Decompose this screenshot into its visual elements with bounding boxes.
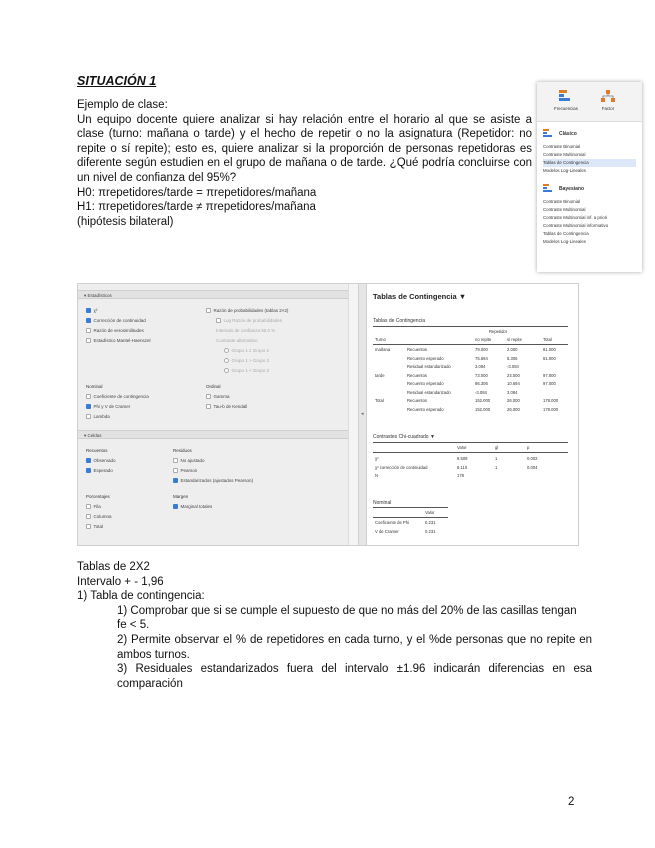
classic-group-title: Clásico <box>543 129 636 139</box>
table-cell: 97.000 <box>543 381 556 386</box>
table-cell: N <box>375 473 379 478</box>
table-cell: 73.000 <box>475 372 488 378</box>
lambda-checkbox[interactable]: Lambda <box>86 414 110 419</box>
table-cell: 86.306 <box>475 381 488 386</box>
intro-line: Ejemplo de clase: <box>77 99 168 111</box>
table-cell: Recuentos <box>407 372 428 378</box>
group-neq-radio[interactable]: Grupo 1 ≠ Grupo 2 <box>224 348 269 353</box>
col-header: no repite <box>475 337 492 342</box>
table-cell: 26.000 <box>507 398 520 403</box>
log-odds-ratio-option[interactable]: Log Razón de probabilidades <box>216 318 282 323</box>
factor-icon <box>600 89 616 103</box>
menu-item[interactable]: Contraste Multinomial <box>543 152 586 157</box>
table-cell: Recuento esperado <box>407 406 444 412</box>
table-cell: 5.306 <box>507 355 518 361</box>
table-cell: -3.084 <box>475 389 487 395</box>
table-cell: 152.000 <box>475 406 491 412</box>
kendall-tau-checkbox[interactable]: Tau-b de Kendall <box>206 404 247 409</box>
intro-line: H1: πrepetidores/tarde ≠ πrepetidores/mañana <box>77 201 316 214</box>
table-cell: 75.694 <box>475 355 488 361</box>
table-cell: 1 <box>495 456 498 461</box>
classic-group <box>537 122 642 177</box>
table-cell: tarde <box>375 372 385 378</box>
menu-item[interactable]: Contraste Multinomial informativo <box>543 223 609 228</box>
note-line: 1) Tabla de contingencia: <box>77 590 205 603</box>
menu-item[interactable]: Contraste Binomial <box>543 144 581 149</box>
ordinal-title: Ordinal <box>206 384 221 389</box>
table-cell: 0.231 <box>425 520 436 525</box>
expected-checkbox[interactable]: Esperado <box>86 468 113 473</box>
classic-icon <box>543 129 555 139</box>
table-cell: 97.000 <box>543 372 556 378</box>
table-cell: Recuento esperado <box>407 355 444 361</box>
group-header: Repetidor <box>489 329 508 334</box>
margin-title: Margen <box>173 494 189 499</box>
options-panel <box>78 284 358 546</box>
menu-item-selected[interactable]: Tablas de Contingencia <box>543 159 636 167</box>
note-line: 2) Permite observar el % de repetidores en cada turno, y el %de personas que no repite en ambos turnos. <box>117 633 592 661</box>
notes-block <box>77 560 592 691</box>
phi-cramer-checkbox[interactable]: Phi y V de Cramer <box>86 404 130 409</box>
percentages-title: Porcentajes <box>86 494 110 499</box>
unadjusted-checkbox[interactable]: No ajustado <box>173 458 205 463</box>
table-cell: Recuentos <box>407 398 428 403</box>
bayesian-group-title: Bayesiano <box>543 184 636 194</box>
table-cell: 81.000 <box>543 347 556 352</box>
col-header: Turno <box>375 337 386 342</box>
page-number: 2 <box>568 796 575 808</box>
col-header: gl <box>495 445 499 450</box>
mantel-haenszel-checkbox[interactable]: Estadístico Mantel-Haenszel <box>86 338 151 343</box>
col-header: p <box>527 445 530 450</box>
table-cell: Recuento esperado <box>407 381 444 386</box>
menu-item[interactable]: Modelos Log-Lineales <box>543 239 586 244</box>
chi-square-table-title[interactable]: Contrastes Chi-cuadrado ▼ <box>373 434 435 440</box>
factor-toolbar-button <box>593 89 623 111</box>
alternative-hypothesis-label: Contraste alternativo <box>216 338 258 343</box>
gamma-checkbox[interactable]: Gamma <box>206 394 230 399</box>
menu-item[interactable]: Contraste Multinomial inf. a priori <box>543 215 608 220</box>
table-cell: χ² <box>375 456 379 461</box>
results-title[interactable]: Tablas de Contingencia ▼ <box>373 292 467 301</box>
table-cell: 1 <box>495 464 498 470</box>
toolbar-label: Frecuencias <box>554 106 578 111</box>
row-percent-checkbox[interactable]: Fila <box>86 504 101 509</box>
table-cell: 10.694 <box>507 381 520 386</box>
standardized-checkbox[interactable]: Estandarizados (ajustados Pearson) <box>173 478 253 483</box>
table-cell: 0.002 <box>527 456 538 461</box>
panel-splitter[interactable] <box>358 284 367 546</box>
table-cell: Recuentos <box>407 347 428 352</box>
col-header: Valor <box>457 445 467 450</box>
table-cell: -3.084 <box>507 364 519 369</box>
collapse-arrow-icon[interactable]: ◂ <box>361 411 364 417</box>
table-cell: 178 <box>457 473 464 478</box>
table-cell: 0.004 <box>527 464 538 470</box>
statistics-section-header[interactable]: ▾ Estadísticos <box>78 290 358 299</box>
table-cell: Residual estandarizado <box>407 389 451 395</box>
note-line: 1) Comprobar que si se cumple el supuesto de que no más del 20% de las casillas tengan <box>117 604 577 617</box>
menu-item[interactable]: Contraste Binomial <box>543 199 581 204</box>
table-cell: 81.000 <box>543 355 556 361</box>
bayesian-group <box>537 177 642 248</box>
likelihood-ratio-checkbox[interactable]: Razón de verosimilitudes <box>86 328 144 333</box>
table-cell: 9.509 <box>457 456 468 461</box>
table-cell: 8.110 <box>457 464 468 470</box>
table-cell: 79.000 <box>475 347 488 352</box>
table-cell: 3.084 <box>507 389 518 395</box>
menu-item[interactable]: Tablas de Contingencia <box>543 231 589 236</box>
intro-line: (hipótesis bilateral) <box>77 215 174 228</box>
chi-square-checkbox[interactable]: χ² <box>86 308 97 313</box>
table-cell: V de Cramer <box>375 528 399 534</box>
table-cell: Coeficiente de Phi <box>375 520 409 525</box>
table-cell: Residual estandarizado <box>407 364 451 369</box>
note-line: fe < 5. <box>117 619 150 632</box>
intro-paragraph <box>77 98 532 229</box>
odds-ratio-checkbox[interactable]: Razón de probabilidades (tablas 2×2) <box>206 308 288 313</box>
menu-toolbar <box>537 82 642 122</box>
pearson-checkbox[interactable]: Pearson <box>173 468 197 473</box>
cells-section-header[interactable]: ▾ Celdas <box>78 430 358 439</box>
frequencies-toolbar-button <box>551 89 581 111</box>
note-line: Intervalo + - 1,96 <box>77 575 164 588</box>
table-cell: 24.000 <box>507 372 520 378</box>
table-cell: 178.000 <box>543 406 559 412</box>
options-scrollbar[interactable] <box>348 284 358 546</box>
note-line: Tablas de 2X2 <box>77 561 150 573</box>
residuals-title: Residuos <box>173 448 192 453</box>
frequencies-icon <box>558 89 574 103</box>
contingency-coefficient-checkbox[interactable]: Coeficiente de contingencia <box>86 394 149 399</box>
nominal-title: Nominal <box>86 384 103 389</box>
col-header: Total <box>543 337 552 342</box>
intro-line: Un equipo docente quiere analizar si hay relación entre el horario al que se asiste a clase (turno: mañana o tarde) y el hecho de repetir o no la asignatura (Repetidor: no repite o sí repite); esto es, quiere analizar si la proporción de personas repetidoras es diferente según estudien en el grupo de mañana o de tarde. ¿Qué podría concluirse con un nivel de confianza del 95%? <box>77 113 532 184</box>
contingency-table-title: Tablas de Contingencia <box>373 318 425 324</box>
frequencies-menu-image <box>537 82 642 272</box>
bayesian-icon <box>543 184 555 194</box>
marginal-totals-checkbox[interactable]: Marginal totales <box>173 504 212 509</box>
confidence-interval-option[interactable]: Intervalo de confianza 95.0 % <box>216 328 276 333</box>
table-cell: 0.231 <box>425 528 436 534</box>
menu-item[interactable]: Modelos Log-Lineales <box>543 168 586 173</box>
toolbar-label: Factor <box>601 106 615 111</box>
group-gt-radio[interactable]: Grupo 1 > Grupo 2 <box>224 358 269 363</box>
table-cell: 3.084 <box>475 364 486 369</box>
table-cell: 178.000 <box>543 398 559 403</box>
table-cell: 152.000 <box>475 398 491 403</box>
col-header: Valor <box>425 510 435 515</box>
continuity-correction-checkbox[interactable]: Corrección de continuidad <box>86 318 146 323</box>
col-header: sí repite <box>507 337 522 342</box>
table-cell: χ² corrección de continuidad <box>375 464 428 470</box>
note-line: 3) Residuales estandarizados fuera del intervalo ±1.96 indicarán diferencias en esa comparación <box>117 663 592 690</box>
intro-line: H0: πrepetidores/tarde = πrepetidores/mañana <box>77 186 317 199</box>
table-cell: 2.000 <box>507 347 518 352</box>
results-panel <box>367 284 579 546</box>
column-percent-checkbox[interactable]: Columna <box>86 514 112 519</box>
table-cell: 26.000 <box>507 406 520 412</box>
observed-checkbox[interactable]: Observado <box>86 458 116 463</box>
section-heading: SITUACIÓN 1 <box>77 74 157 88</box>
total-percent-checkbox[interactable]: Total <box>86 524 103 529</box>
group-lt-radio[interactable]: Grupo 1 < Grupo 2 <box>224 368 269 373</box>
menu-item[interactable]: Contraste Multinomial <box>543 207 586 212</box>
counts-title: Recuentos <box>86 448 108 453</box>
nominal-table-title: Nominal <box>373 500 392 506</box>
table-cell: mañana <box>375 347 391 352</box>
jasp-screenshot <box>77 283 579 546</box>
table-cell: Total <box>375 398 384 403</box>
